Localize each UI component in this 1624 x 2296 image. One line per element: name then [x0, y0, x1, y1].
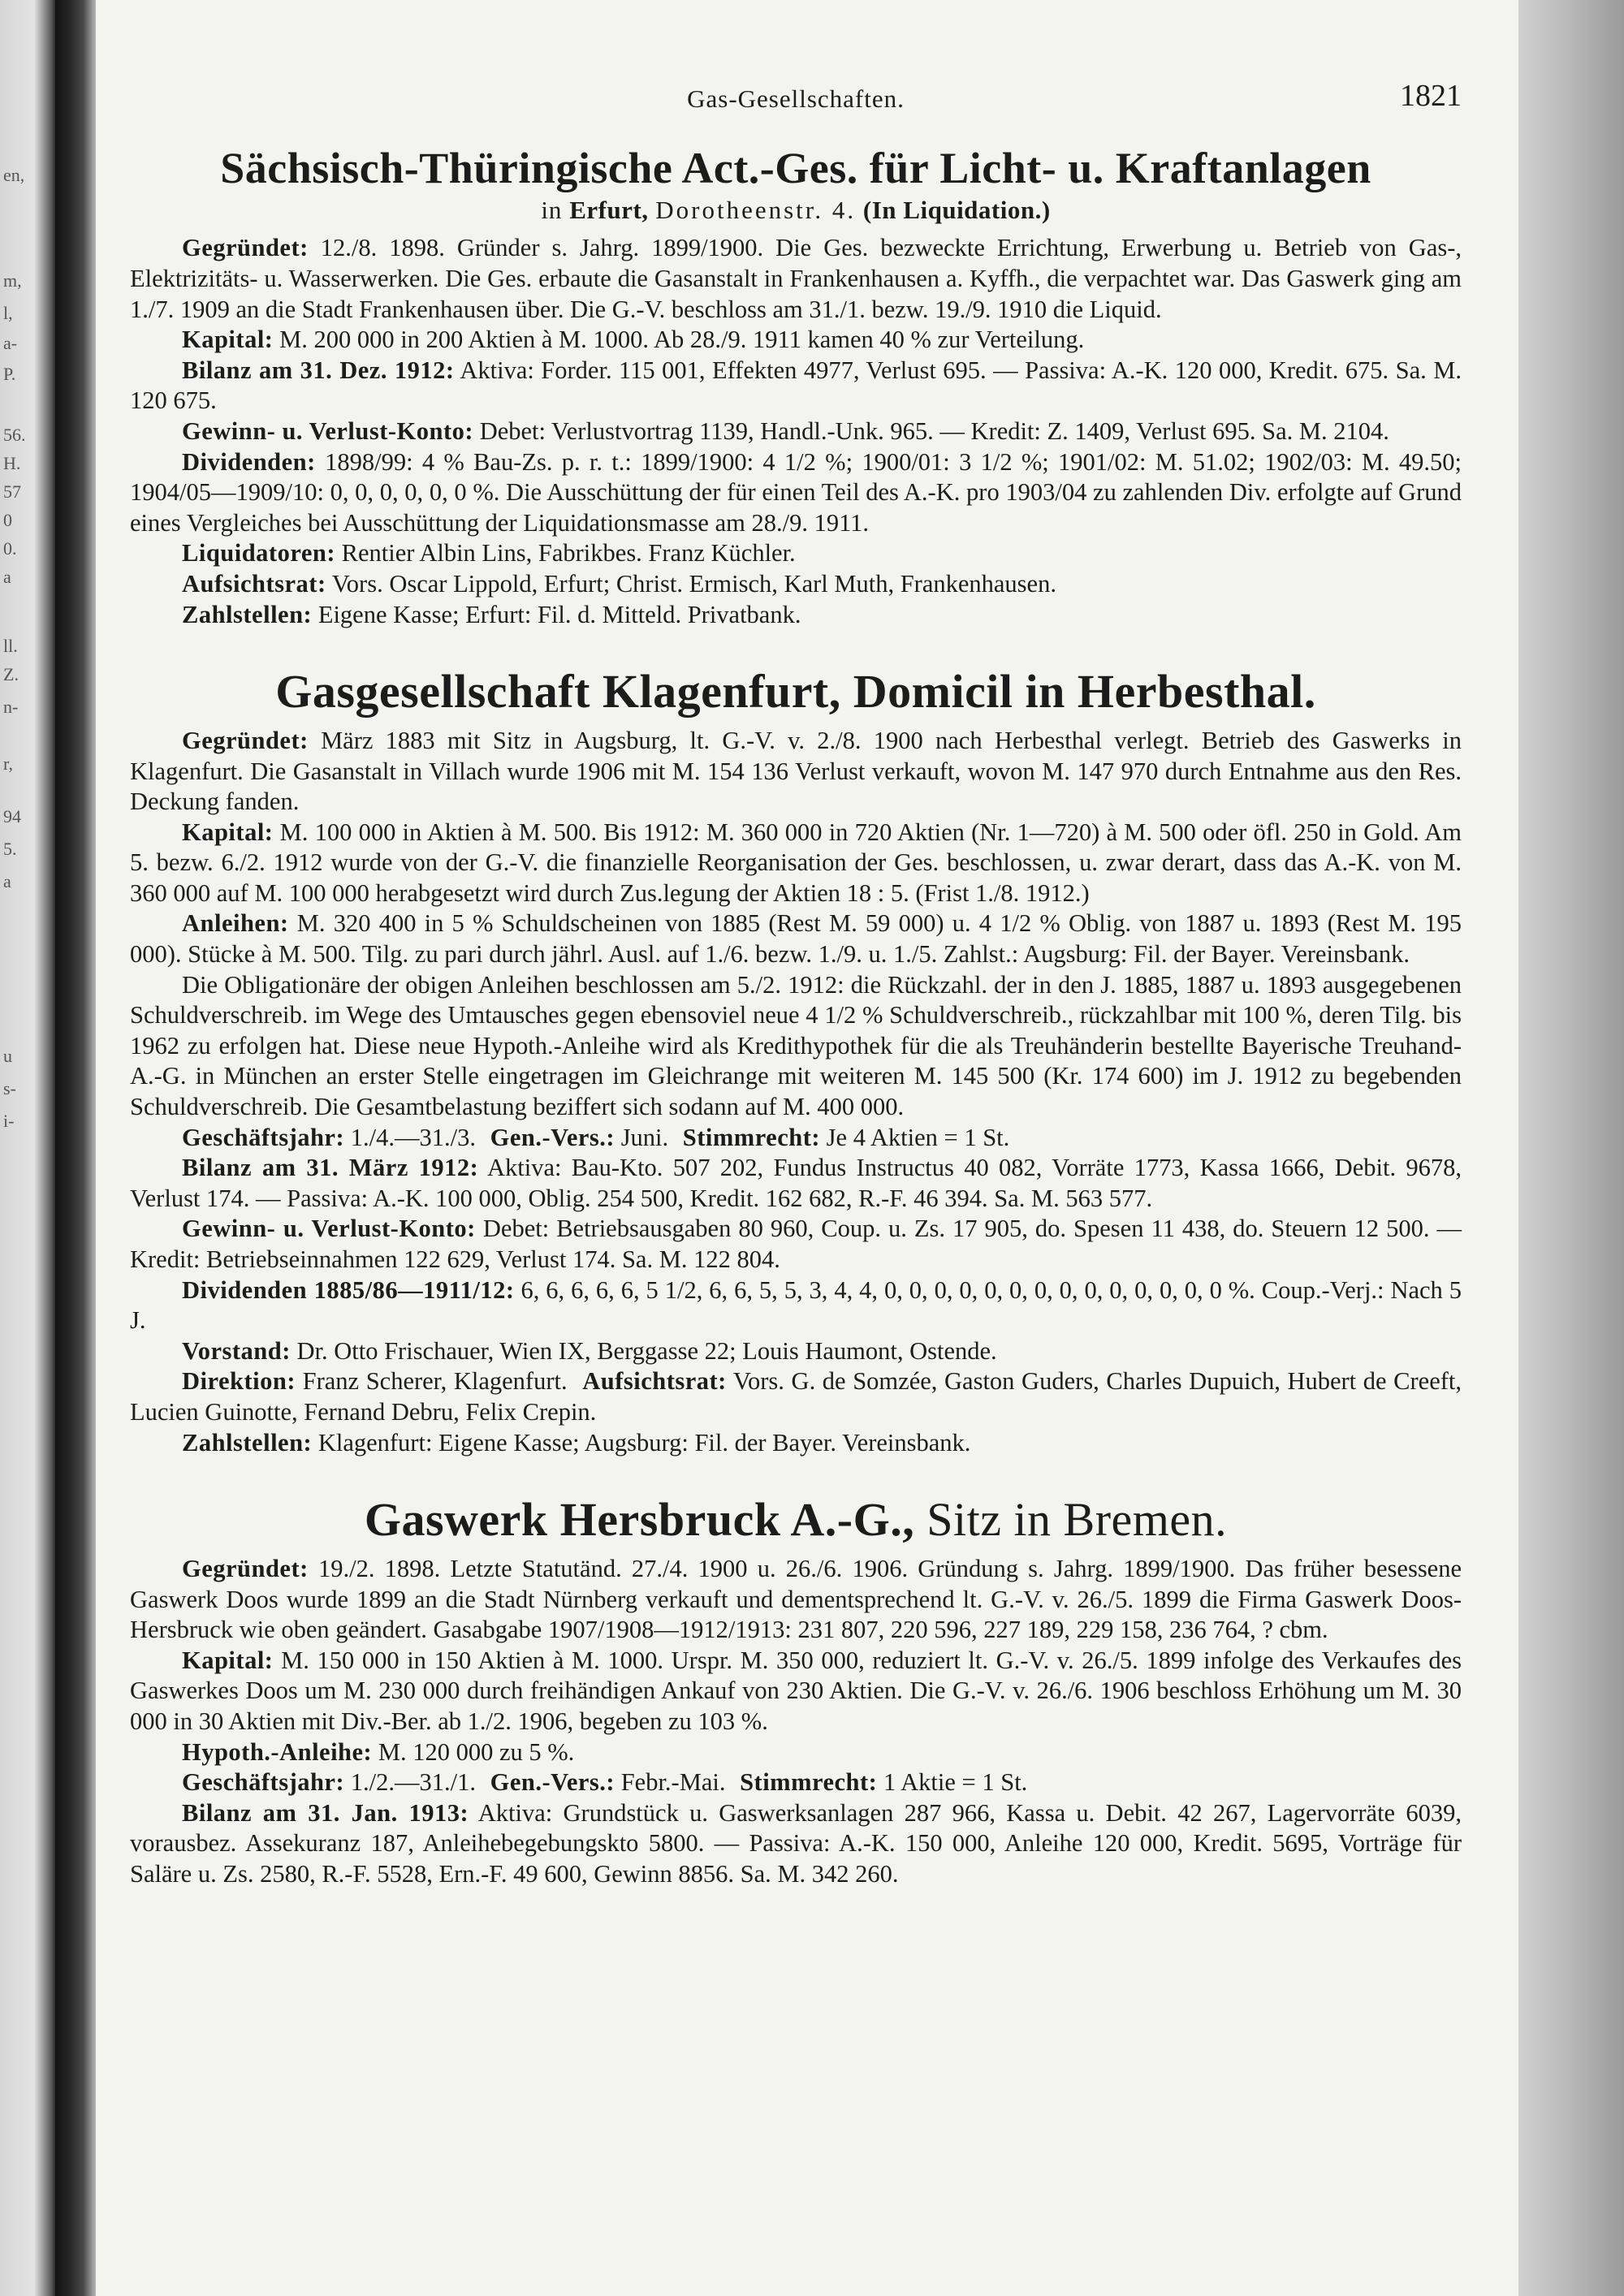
- entry-paragraph: [130, 538, 1462, 569]
- entry-text: 1./2.—31./1.: [350, 1768, 476, 1797]
- entry-label: Zahlstellen:: [182, 600, 313, 628]
- entry-text: Debet: Verlustvortrag 1139, Handl.-Unk. 965. — Kredit: Z. 1409, Verlust 695. Sa. M. 2104.: [479, 416, 1389, 445]
- entry-paragraph: [130, 356, 1462, 416]
- entry-paragraph: [130, 1554, 1462, 1646]
- subtitle-address: Dorotheenstr. 4.: [655, 196, 857, 225]
- entry-label: Aufsichtsrat:: [182, 569, 326, 598]
- entry-label: Gegründet:: [182, 234, 309, 262]
- entry-label: Stimmrecht:: [740, 1768, 878, 1797]
- entry-text: Franz Scherer, Klagenfurt.: [302, 1367, 568, 1396]
- book-binding-gutter: [55, 0, 96, 2296]
- entry-label: Anleihen:: [182, 909, 289, 938]
- entry-text: 1 Aktie = 1 St.: [883, 1768, 1028, 1797]
- margin-fragment: s-: [3, 1078, 16, 1098]
- entry-paragraph: [130, 1153, 1462, 1214]
- document-page: [96, 0, 1518, 2296]
- margin-fragment: u: [3, 1046, 12, 1066]
- entry-paragraph: [130, 233, 1462, 325]
- entry-label: Bilanz am 31. Dez. 1912:: [182, 356, 455, 384]
- entry-label: Kapital:: [182, 326, 274, 354]
- entry-label: Dividenden 1885/86—1911/12:: [182, 1275, 515, 1304]
- margin-fragment: i-: [3, 1111, 15, 1131]
- entry-paragraph: [130, 970, 1462, 1123]
- margin-fragment: Z.: [3, 664, 19, 684]
- entry-paragraph: [130, 1428, 1462, 1459]
- margin-fragment: 0.: [3, 538, 17, 559]
- entry-paragraph: [130, 1214, 1462, 1275]
- margin-fragment: n-: [3, 697, 19, 717]
- entry-label: Hypoth.-Anleihe:: [182, 1737, 373, 1766]
- margin-fragment: P.: [3, 364, 16, 384]
- entry-text: 6, 6, 6, 6, 6, 5 1/2, 6, 6, 5, 5, 3, 4, 4, 0, 0, 0, 0, 0, 0, 0, 0, 0, 0, 0, 0, 0, 0 %. Coup.-Verj.: Nach 5 J.: [130, 1275, 1462, 1335]
- margin-fragment: a: [3, 871, 11, 891]
- margin-fragment: en,: [3, 165, 25, 185]
- entry-label: Gen.-Vers.:: [490, 1123, 615, 1151]
- running-header: [130, 78, 1462, 127]
- entry-label: Geschäftsjahr:: [182, 1123, 345, 1151]
- entry-text: Je 4 Aktien = 1 St.: [826, 1123, 1010, 1151]
- entry-paragraph: [130, 416, 1462, 447]
- right-page-edge: [1518, 0, 1624, 2296]
- company-title-main: Gaswerk Hersbruck A.-G.,: [364, 1493, 915, 1547]
- entry-text: Aktiva: Grundstück u. Gaswerksanlagen 287 966, Kassa u. Debit. 42 267, Lagervorräte 6039, vorausbez. Assekuranz 187, Anleihebegebungskto 5800. — Passiva: A.-K. 150 000, Anleihe 120 000, Kredit. 5695, Vorträge für Saläre u. Zs. 2580, R.-F. 5528, Ern.-F. 49 600, Gewinn 8856. Sa. M. 342 260.: [130, 1798, 1462, 1888]
- margin-fragment: r,: [3, 753, 13, 774]
- company-title: [130, 1494, 1462, 1546]
- entry-text: M. 200 000 in 200 Aktien à M. 1000. Ab 28./9. 1911 kamen 40 % zur Verteilung.: [279, 326, 1085, 354]
- entry-label: Bilanz am 31. März 1912:: [182, 1154, 479, 1182]
- entry-text: 1./4.—31./3.: [350, 1123, 476, 1151]
- company-subtitle: [130, 196, 1462, 225]
- subtitle-city: Erfurt,: [569, 196, 649, 225]
- entry-text: M. 150 000 in 150 Aktien à M. 1000. Urspr. M. 350 000, reduziert lt. G.-V. v. 26./5. 1899 infolge des Verkaufes des Gaswerkes Doos um M. 230 000 durch freihändigen Ankauf von 230 Aktien. Die G.-V. v. 26./6. 1906 beschloss Erhöhung um M. 30 000 in 30 Aktien mit Div.-Ber. ab 1./2. 1906, begeben zu 103 %.: [130, 1646, 1462, 1735]
- entry-paragraph: [130, 1336, 1462, 1367]
- entry-text: Rentier Albin Lins, Fabrikbes. Franz Küchler.: [341, 539, 796, 568]
- entry-paragraph: [130, 1646, 1462, 1737]
- margin-fragment: 94: [3, 806, 21, 826]
- entry-paragraph: [130, 447, 1462, 539]
- company-title: Sächsisch-Thüringische Act.-Ges. für Licht- u. Kraftanlagen: [220, 144, 1371, 192]
- entry-label: Geschäftsjahr:: [182, 1768, 345, 1797]
- margin-fragment: H.: [3, 453, 21, 473]
- entry-text: Debet: Betriebsausgaben 80 960, Coup. u. Zs. 17 905, do. Spesen 11 438, do. Steuern 12 500. — Kredit: Betriebseinnahmen 122 629, Verlust 174. Sa. M. 122 804.: [130, 1215, 1462, 1273]
- entry-label: Kapital:: [182, 818, 274, 846]
- entry-label: Dividenden:: [182, 447, 316, 476]
- company-entry: [130, 666, 1462, 1458]
- entry-paragraph: [130, 325, 1462, 356]
- entry-text: 1898/99: 4 % Bau-Zs. p. r. t.: 1899/1900: 4 1/2 %; 1900/01: 3 1/2 %; 1901/02: M. 51.02; 1902/03: M. 49.50; 1904/05—1909/10: 0, 0, 0, 0, 0, 0 %. Die Ausschüttung der für einen Teil des A.-K. pro 1903/04 zu zahlenden Div. erfolgte auf Grund eines Vergleiches bei Ausschüttung der Liquidationsmasse am 28./9. 1911.: [130, 447, 1462, 537]
- entry-label: Liquidatoren:: [182, 539, 335, 568]
- subtitle-status: (In Liquidation.): [862, 196, 1051, 225]
- subtitle-prefix: in: [541, 196, 563, 225]
- entry-label: Gegründet:: [182, 1554, 309, 1582]
- entry-paragraph: [130, 1798, 1462, 1890]
- company-entry: [130, 145, 1462, 630]
- entry-paragraph: [130, 1737, 1462, 1768]
- entry-label: Vorstand:: [182, 1336, 291, 1365]
- entry-text: Vors. G. de Somzée, Gaston Guders, Charles Dupuich, Hubert de Creeft, Lucien Guinotte, Fernand Debru, Felix Crepin.: [130, 1367, 1462, 1426]
- entry-label: Bilanz am 31. Jan. 1913:: [182, 1798, 469, 1827]
- entry-text: Vors. Oscar Lippold, Erfurt; Christ. Ermisch, Karl Muth, Frankenhausen.: [331, 569, 1056, 598]
- entry-paragraph: [130, 726, 1462, 818]
- entry-paragraph: [130, 1767, 1462, 1798]
- margin-fragment: l,: [3, 303, 13, 323]
- entry-label: Zahlstellen:: [182, 1428, 313, 1457]
- entry-paragraph: [130, 908, 1462, 969]
- entry-text: 19./2. 1898. Letzte Statutänd. 27./4. 1900 u. 26./6. 1906. Gründung s. Jahrg. 1899/1900. Das früher besessene Gaswerk Doos wurde 1899 an die Stadt Nürnberg verkauft und dementsprechend lt. G.-V. v. 26./5. 1899 die Firma Gaswerk Doos-Hersbruck wie oben geändert. Gasabgabe 1907/1908—1912/1913: 231 807, 220 596, 227 189, 229 158, 236 764, ? cbm.: [130, 1554, 1462, 1644]
- entry-text: M. 120 000 zu 5 %.: [378, 1737, 575, 1766]
- entry-label: Gewinn- u. Verlust-Konto:: [182, 416, 474, 445]
- company-title: Gasgesellschaft Klagenfurt, Domicil in Herbesthal.: [275, 665, 1316, 719]
- page-content: [130, 78, 1462, 1925]
- entry-text: M. 100 000 in Aktien à M. 500. Bis 1912: M. 360 000 in 720 Aktien (Nr. 1—720) à M. 500 oder öfl. 250 in Gold. Am 5. bezw. 6./2. 1912 wurde von der G.-V. die finanzielle Reorganisation der Ges. beschlossen, u. zwar derart, dass das A.-K. von M. 360 000 auf M. 100 000 herabgesetzt wird durch Zus.legung der Aktien 18 : 5. (Frist 1./8. 1912.): [130, 818, 1462, 907]
- entry-text: 12./8. 1898. Gründer s. Jahrg. 1899/1900. Die Ges. bezweckte Errichtung, Erwerbung u. Betrieb von Gas-, Elektrizitäts- u. Wasserwerken. Die Ges. erbaute die Gasanstalt in Frankenhausen a. Kyffh., die verpachtet war. Das Gaswerk ging am 1./7. 1909 an die Stadt Frankenhausen über. Die G.-V. beschloss am 31./1. bezw. 19./9. 1910 die Liquid.: [130, 234, 1462, 323]
- entry-text: März 1883 mit Sitz in Augsburg, lt. G.-V. v. 2./8. 1900 nach Herbesthal verlegt. Betrieb des Gaswerks in Klagenfurt. Die Gasanstalt in Villach wurde 1906 mit M. 154 136 Verlust verkauft, wovon M. 147 970 durch Entnahme aus den Res. Deckung fanden.: [130, 726, 1462, 816]
- company-entry: [130, 1494, 1462, 1889]
- margin-fragment: m,: [3, 270, 22, 291]
- entry-paragraph: [130, 818, 1462, 909]
- entry-paragraph: [130, 1275, 1462, 1336]
- margin-fragment: ll.: [3, 636, 18, 656]
- entry-text: Aktiva: Bau-Kto. 507 202, Fundus Instructus 40 082, Vorräte 1773, Kassa 1666, Debit. 9678, Verlust 174. — Passiva: A.-K. 100 000, Oblig. 254 500, Kredit. 162 682, R.-F. 46 394. Sa. M. 563 577.: [130, 1154, 1462, 1212]
- entry-paragraph: [130, 1366, 1462, 1427]
- margin-fragment: 5.: [3, 839, 17, 859]
- margin-fragment: 57: [3, 481, 21, 502]
- entry-label: Direktion:: [182, 1367, 296, 1396]
- entry-paragraph: [130, 600, 1462, 631]
- entry-label: Gewinn- u. Verlust-Konto:: [182, 1215, 476, 1243]
- entry-text: M. 320 400 in 5 % Schuldscheinen von 1885 (Rest M. 59 000) u. 4 1/2 % Oblig. von 1887 u. 1893 (Rest M. 195 000). Stücke à M. 500. Tilg. zu pari durch jährl. Ausl. auf 1./6. bezw. 1./9. u. 1./5. Zahlst.: Augsburg: Fil. der Bayer. Vereinsbank.: [130, 909, 1462, 969]
- entry-text: Juni.: [620, 1123, 669, 1151]
- margin-fragment: a-: [3, 333, 18, 353]
- page-number: 1821: [1400, 79, 1462, 113]
- margin-fragment: 56.: [3, 425, 26, 445]
- entry-paragraph: [130, 1123, 1462, 1154]
- entry-label: Gegründet:: [182, 726, 309, 754]
- entry-text: Klagenfurt: Eigene Kasse; Augsburg: Fil. der Bayer. Vereinsbank.: [317, 1428, 971, 1457]
- entry-text: Febr.-Mai.: [620, 1768, 726, 1797]
- entry-text: Aktiva: Forder. 115 001, Effekten 4977, Verlust 695. — Passiva: A.-K. 120 000, Kredit. 675. Sa. M. 120 675.: [130, 356, 1462, 415]
- entry-label: Stimmrecht:: [682, 1123, 821, 1151]
- entry-label: Kapital:: [182, 1646, 274, 1674]
- entry-label: Aufsichtsrat:: [582, 1367, 727, 1396]
- running-title: Gas-Gesellschaften.: [687, 84, 905, 113]
- margin-fragment: a: [3, 567, 11, 587]
- left-page-margin: [0, 0, 57, 2296]
- margin-fragment: 0: [3, 510, 12, 530]
- company-title-seat: Sitz in Bremen.: [926, 1493, 1228, 1547]
- entry-text: Dr. Otto Frischauer, Wien IX, Berggasse 22; Louis Haumont, Ostende.: [296, 1336, 997, 1365]
- entry-paragraph: [130, 569, 1462, 600]
- entry-label: Gen.-Vers.:: [490, 1768, 615, 1797]
- entry-text: Die Obligationäre der obigen Anleihen beschlossen am 5./2. 1912: die Rückzahl. der in den J. 1885, 1887 u. 1893 ausgegebenen Schuldverschreib. im Wege des Umtausches gegen ebensoviel neue 4 1/2 % Schuldverschreib., rückzahlbar mit 100 %, deren Tilg. bis 1962 zu erfolgen hat. Diese neue Hypoth.-Anleihe wird als Kredithypothek für die als Treuhänderin bestellte Bayerische Treuhand-A.-G. in München an erster Stelle eingetragen im Gleichrange mit weiteren M. 145 500 (Kr. 174 600) im J. 1912 zu begebenden Schuldverschreib. Die Gesamtbelastung beziffert sich sodann auf M. 400 000.: [130, 970, 1462, 1121]
- entry-text: Eigene Kasse; Erfurt: Fil. d. Mitteld. Privatbank.: [317, 600, 801, 628]
